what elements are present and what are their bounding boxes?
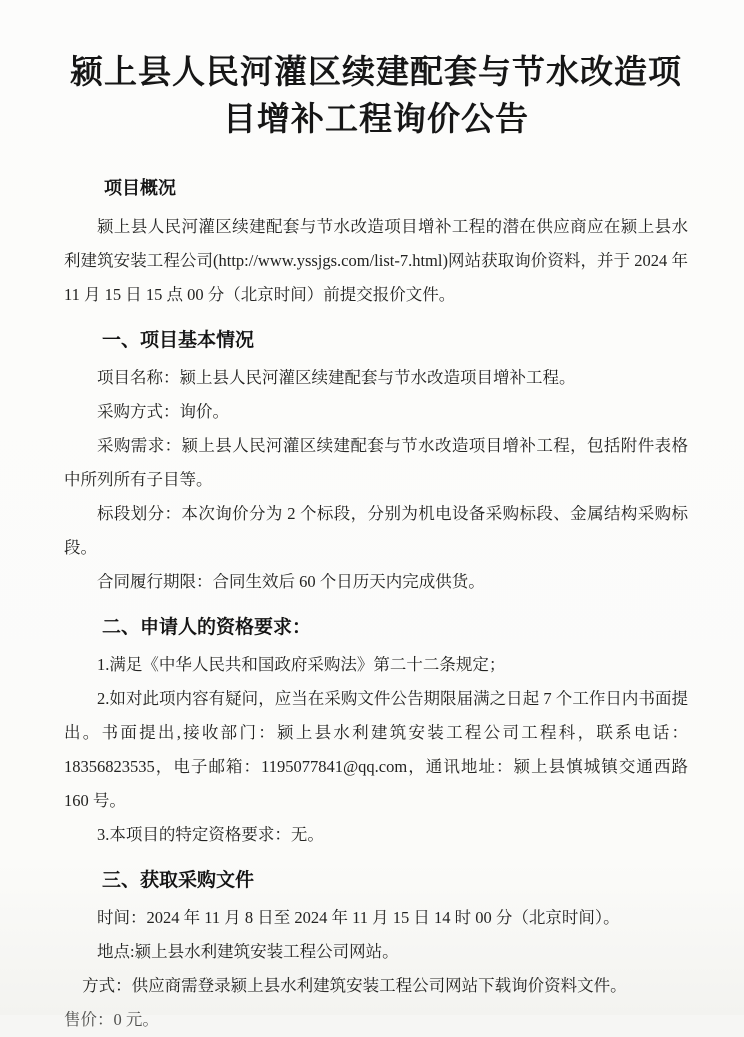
section-basic-info-heading: 一、项目基本情况: [102, 329, 255, 351]
document-title-line-2: 目增补工程询价公告: [223, 102, 529, 138]
paragraph-obtain-time: 时间：2024 年 11 月 8 日至 2024 年 11 月 15 日 14 时 00 分（北京时间）。: [97, 908, 620, 927]
document-title: [64, 50, 688, 144]
paragraph-qualification-2: 2.如对此项内容有疑问，应当在采购文件公告期限届满之日起 7 个工作日内书面提出。书面提出,接收部门：颍上县水利建筑安装工程公司工程科，联系电话：18356823535，电子邮箱：1195077841@qq.com，通讯地址：颍上县慎城镇交通西路 160 号。: [64, 689, 688, 810]
paragraph-contract-period: 合同履行期限：合同生效后 60 个日历天内完成供货。: [97, 572, 485, 591]
section-obtain-documents: [64, 865, 688, 1037]
paragraph-procurement-method: 采购方式：询价。: [97, 402, 229, 421]
section-qualification-requirements: [64, 612, 688, 852]
overview-paragraph: 颍上县人民河灌区续建配套与节水改造项目增补工程的潜在供应商应在颍上县水利建筑安装工程公司(http://www.yssjgs.com/list-7.html)网站获取询价资料，并于 2024 年 11 月 15 日 15 点 00 分（北京时间）前提交报价文件。: [64, 217, 688, 304]
paragraph-lot-division: 标段划分：本次询价分为 2 个标段，分别为机电设备采购标段、金属结构采购标段。: [64, 504, 688, 557]
document-title-line-1: 颍上县人民河灌区续建配套与节水改造项: [70, 55, 682, 91]
section-basic-info: [64, 325, 688, 599]
paragraph-project-name: 项目名称：颍上县人民河灌区续建配套与节水改造项目增补工程。: [97, 368, 576, 387]
section-obtain-documents-heading: 三、获取采购文件: [102, 869, 255, 891]
paragraph-obtain-method: 方式：供应商需登录颍上县水利建筑安装工程公司网站下载询价资料文件。: [82, 976, 627, 995]
paragraph-qualification-1: 1.满足《中华人民共和国政府采购法》第二十二条规定；: [97, 655, 506, 674]
paragraph-price: 售价：0 元。: [64, 1010, 159, 1029]
paragraph-qualification-3: 3.本项目的特定资格要求：无。: [97, 825, 324, 844]
paragraph-procurement-demand: 采购需求：颍上县人民河灌区续建配套与节水改造项目增补工程，包括附件表格中所列所有子目等。: [64, 436, 688, 489]
section-qualification-heading: 二、申请人的资格要求：: [102, 616, 312, 638]
paragraph-obtain-location: 地点:颍上县水利建筑安装工程公司网站。: [97, 942, 399, 961]
overview-heading: 项目概况: [104, 178, 176, 199]
